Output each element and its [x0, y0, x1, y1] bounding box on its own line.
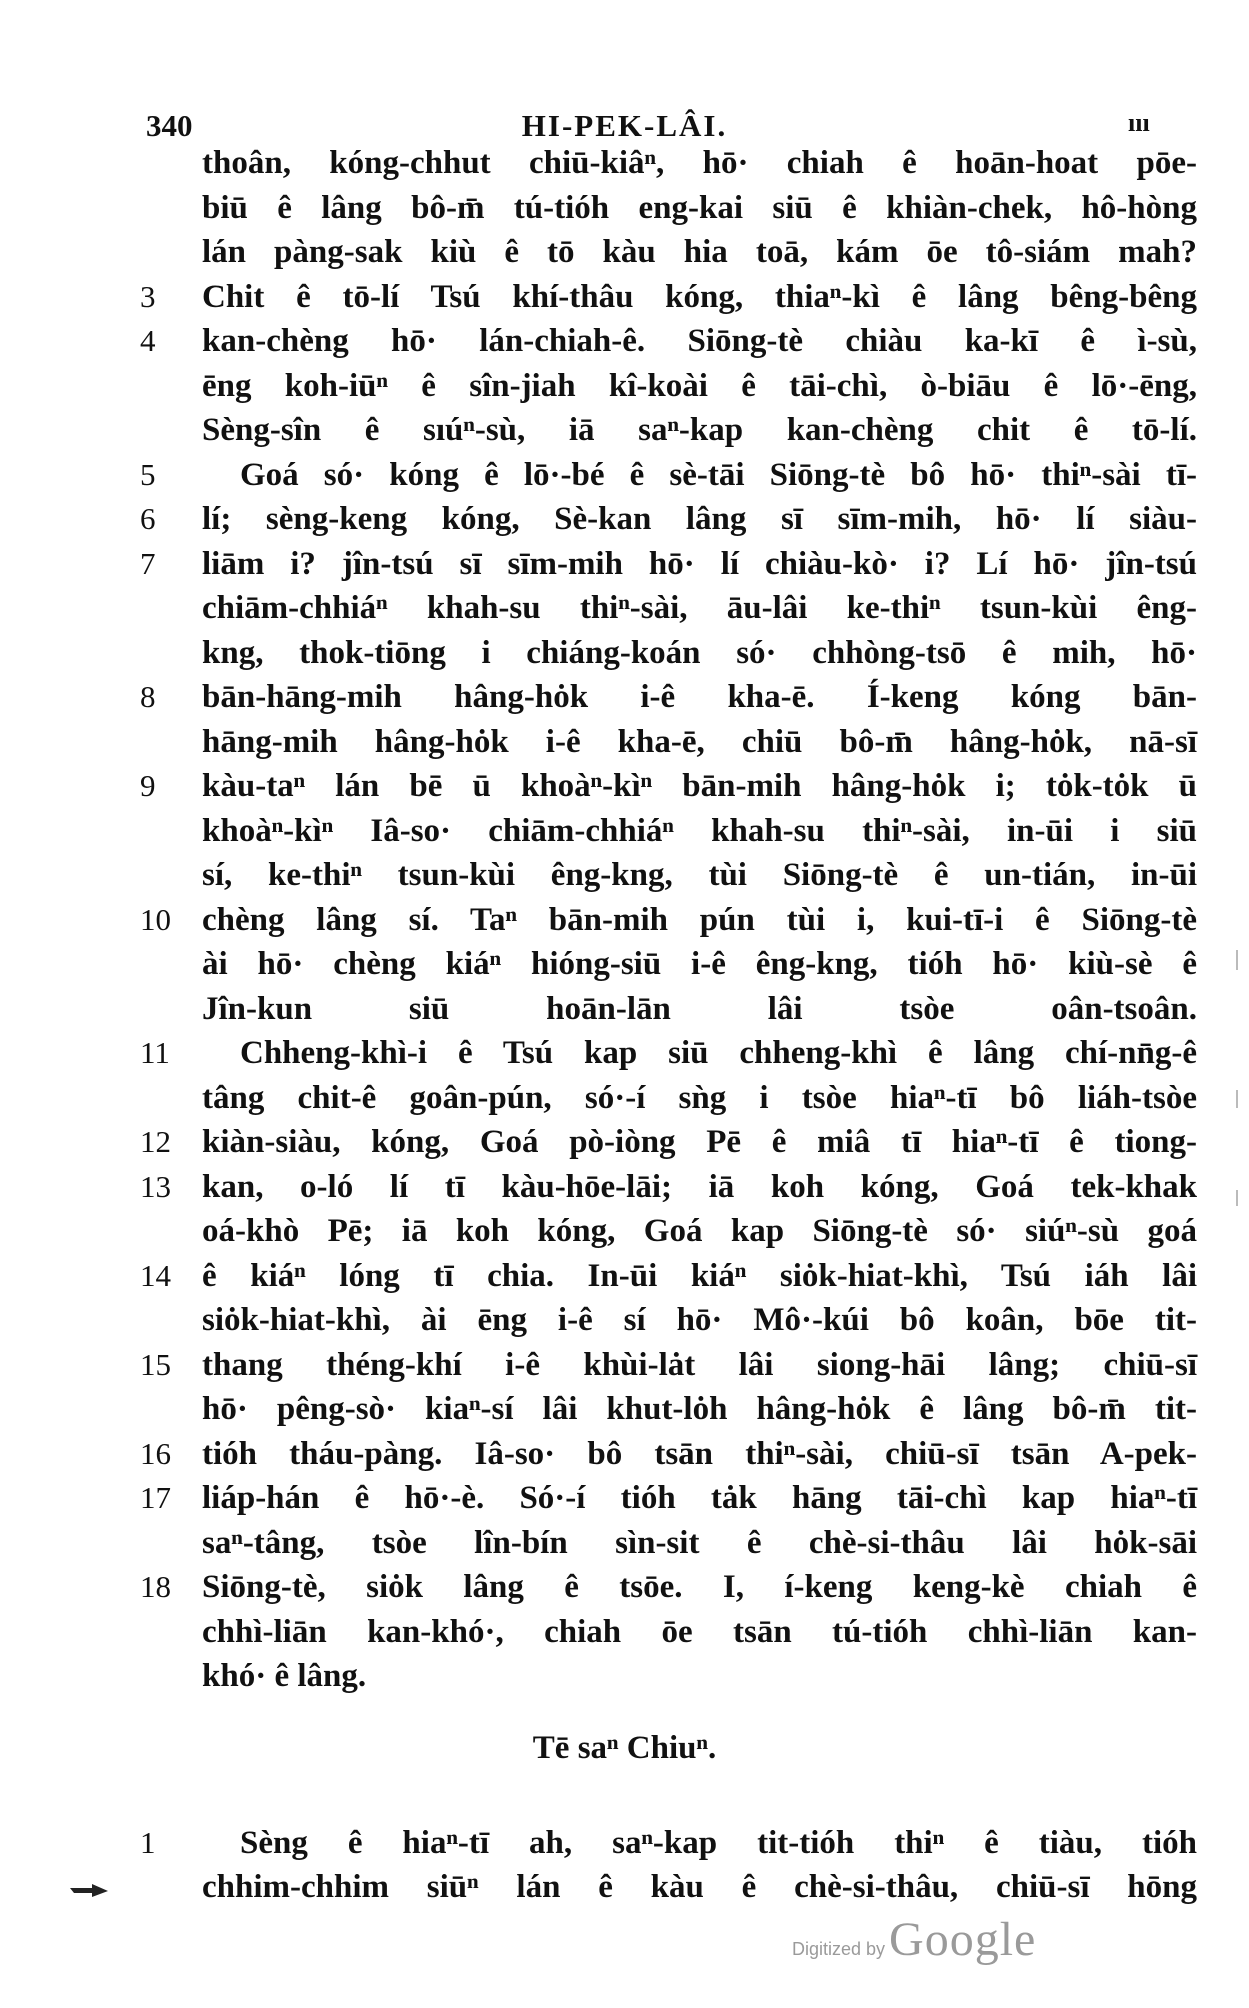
text-line: [0, 320, 1249, 362]
line-text: kan, o-ló lí tī kàu-hōe-lāi; iā koh kóng, Goá tek-khak: [202, 1168, 1197, 1205]
line-text: thoân, kóng-chhut chiū-kiâⁿ, hō· chiah ê hoān-hoat pōe-: [202, 145, 1197, 181]
verse-number: 10: [140, 901, 171, 937]
scan-specks: [1236, 950, 1239, 1270]
text-line: [0, 1166, 1249, 1208]
text-line: [0, 721, 1249, 763]
text-line: [0, 543, 1249, 585]
line-text: hāng-mih hâng-hȯk i-ê kha-ē, chiū bô-m̄ hâng-hȯk, nā-sī: [202, 723, 1197, 760]
line-text: kan-chèng hō· lán-chiah-ê. Siōng-tè chiàu ka-kī ê ì-sù,: [202, 323, 1197, 359]
line-text: lán pàng-sak kiù ê tō kàu hia toā, kám ōe tô-siám mah?: [202, 234, 1197, 270]
verse-number: 15: [140, 1346, 171, 1382]
text-line: [0, 454, 1249, 496]
chapter-heading: Tē saⁿ Chiuⁿ.: [532, 1730, 717, 1766]
text-line: [0, 632, 1249, 674]
line-text: sí, ke-thiⁿ tsun-kùi êng-kng, tùi Siōng-tè ê un-tián, in-ūi: [202, 857, 1197, 893]
text-line: [0, 854, 1249, 896]
text-line: [0, 409, 1249, 451]
line-text: chèng lâng sí. Taⁿ bān-mih pún tùi i, kui-tī-i ê Siōng-tè: [202, 901, 1197, 938]
line-text: chhì-liān kan-khó·, chiah ōe tsān tú-tióh chhì-liān kan-: [202, 1613, 1197, 1650]
line-text: Siōng-tè, siȯk lâng ê tsōe. I, í-keng keng-kè chiah ê: [202, 1569, 1197, 1605]
line-text: Goá só· kóng ê lō·-bé ê sè-tāi Siōng-tè bô hō· thiⁿ-sài tī-: [240, 456, 1197, 493]
text-line: [0, 1822, 1249, 1864]
line-text: siȯk-hiat-khì, ài ēng i-ê sí hō· Mô·-kúi bô koân, bōe tit-: [202, 1302, 1197, 1338]
line-text: liām i? jîn-tsú sī sīm-mih hō· lí chiàu-kò· i? Lí hō· jîn-tsú: [202, 545, 1197, 582]
line-text: lí; sèng-keng kóng, Sè-kan lâng sī sīm-mih, hō· lí siàu-: [202, 501, 1197, 537]
digitization-watermark: [792, 1912, 1036, 1967]
page-number: 340: [146, 108, 193, 143]
text-line: [0, 676, 1249, 718]
text-line: [0, 498, 1249, 540]
verse-number: 14: [140, 1257, 171, 1293]
verse-number: 16: [140, 1435, 171, 1471]
text-line: [0, 276, 1249, 318]
line-text: Sèng-sîn ê sıúⁿ-sù, iā saⁿ-kap kan-chèng chit ê tō-lí.: [202, 412, 1197, 448]
verse-number: 7: [140, 545, 156, 581]
line-text: chiām-chhiáⁿ khah-su thiⁿ-sài, āu-lâi ke-thiⁿ tsun-kùi êng-: [202, 590, 1197, 626]
verse-number: 9: [140, 768, 156, 803]
text-line: [0, 1655, 1249, 1697]
verse-number: 5: [140, 456, 156, 492]
pointing-hand-icon: [70, 1882, 108, 1898]
line-text: Chheng-khì-i ê Tsú kap siū chheng-khì ê lâng chí-nn̄g-ê: [240, 1035, 1197, 1071]
line-text: chhim-chhim siūⁿ lán ê kàu ê chè-si-thâu, chiū-sī hōng: [202, 1869, 1197, 1905]
line-text: saⁿ-tâng, tsòe lîn-bín sìn-sit ê chè-si-thâu lâi hȯk-sāi: [202, 1524, 1197, 1561]
text-line: [0, 231, 1249, 273]
line-text: kiàn-siàu, kóng, Goá pò-iòng Pē ê miâ tī hiaⁿ-tī ê tiong-: [202, 1124, 1197, 1160]
text-line: [0, 765, 1249, 807]
text-line: [0, 1866, 1249, 1908]
line-text: kng, thok-tiōng i chiáng-koán só· chhòng-tsō ê mih, hō·: [202, 634, 1197, 671]
text-line: [0, 365, 1249, 407]
text-line: [0, 1388, 1249, 1430]
text-line: [0, 1433, 1249, 1475]
line-text: khoàⁿ-kìⁿ Iâ-so· chiām-chhiáⁿ khah-su thiⁿ-sài, in-ūi i siū: [202, 812, 1197, 849]
text-line: [0, 943, 1249, 985]
verse-number: 1: [140, 1825, 156, 1860]
line-text: liáp-hán ê hō·-è. Só·-í tióh tȧk hāng tāi-chì kap hiaⁿ-tī: [202, 1480, 1197, 1516]
running-title: HI-PEK-LÂI.: [521, 108, 728, 143]
text-line: [0, 899, 1249, 941]
line-text: tióh tháu-pàng. Iâ-so· bô tsān thiⁿ-sài, chiū-sī tsān A-pek-: [202, 1435, 1197, 1472]
text-line: [0, 1522, 1249, 1564]
verse-number: 13: [140, 1168, 171, 1204]
line-text: ēng koh-iūⁿ ê sîn-jiah kî-koài ê tāi-chì, ò-biāu ê lō·-ēng,: [202, 367, 1197, 404]
line-text: tâng chit-ê goân-pún, só·-í sǹg i tsòe hiaⁿ-tī bô liáh-tsòe: [202, 1079, 1197, 1116]
line-text: Chit ê tō-lí Tsú khí-thâu kóng, thiaⁿ-kì ê lâng bêng-bêng: [202, 278, 1197, 315]
verse-number: 11: [140, 1035, 170, 1070]
line-text: hō· pêng-sò· kiaⁿ-sí lâi khut-lȯh hâng-hȯk ê lâng bô-m̄ tit-: [202, 1391, 1197, 1427]
text-line: [0, 1210, 1249, 1252]
verse-number: 12: [140, 1124, 171, 1159]
line-text: ê kiáⁿ lóng tī chia. In-ūi kiáⁿ siȯk-hiat-khì, Tsú iáh lâi: [202, 1257, 1197, 1294]
text-line: [0, 1611, 1249, 1653]
line-text: oá-khò Pē; iā koh kóng, Goá kap Siōng-tè só· siúⁿ-sù goá: [202, 1213, 1197, 1249]
text-line: [0, 1566, 1249, 1608]
text-line: [0, 810, 1249, 852]
line-text: biū ê lâng bô-m̄ tú-tióh eng-kai siū ê khiàn-chek, hô-hòng: [202, 189, 1197, 226]
text-line: [0, 1255, 1249, 1297]
text-line: [0, 187, 1249, 229]
line-text: kàu-taⁿ lán bē ū khoàⁿ-kìⁿ bān-mih hâng-hȯk i; tȯk-tȯk ū: [202, 768, 1197, 804]
line-text: thang théng-khí i-ê khùi-lȧt lâi siong-hāi lâng; chiū-sī: [202, 1346, 1197, 1383]
verse-number: 3: [140, 278, 156, 314]
text-line: [0, 1077, 1249, 1119]
verse-number: 18: [140, 1569, 171, 1604]
verse-number: 17: [140, 1480, 171, 1515]
text-line: [0, 1477, 1249, 1519]
signature-mark: ııı: [1128, 108, 1150, 137]
text-line: [0, 142, 1249, 184]
line-text: khó· ê lâng.: [202, 1658, 367, 1694]
line-text: ài hō· chèng kiáⁿ hióng-siū i-ê êng-kng, tióh hō· kiù-sè ê: [202, 946, 1197, 982]
verse-number: 6: [140, 501, 156, 536]
text-line: [0, 988, 1249, 1030]
line-text: bān-hāng-mih hâng-hȯk i-ê kha-ē. Í-keng kóng bān-: [202, 679, 1197, 715]
text-line: [0, 1032, 1249, 1074]
text-line: [0, 1344, 1249, 1386]
watermark-prefix: Digitized by: [792, 1939, 886, 1959]
line-text: Jîn-kun siū hoān-lān lâi tsòe oân-tsoân.: [202, 990, 1197, 1027]
verse-number: 8: [140, 679, 156, 714]
text-line: [0, 1121, 1249, 1163]
line-text: Sèng ê hiaⁿ-tī ah, saⁿ-kap tit-tióh thiⁿ ê tiàu, tióh: [240, 1825, 1197, 1861]
text-line: [0, 587, 1249, 629]
text-line: [0, 1299, 1249, 1341]
watermark-brand: Google: [889, 1913, 1037, 1966]
verse-number: 4: [140, 323, 156, 358]
